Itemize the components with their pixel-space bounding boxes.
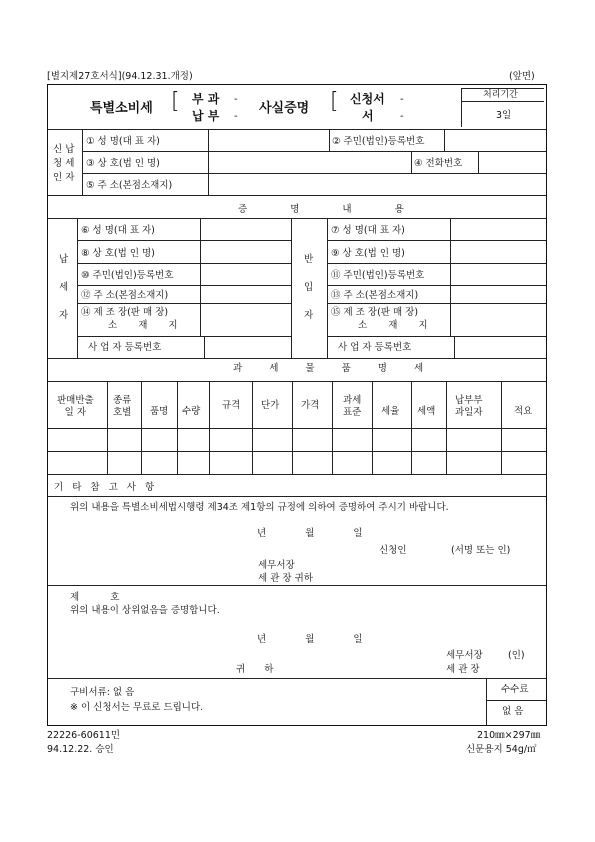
content-header: 증 명 내 용 xyxy=(238,204,424,215)
divider xyxy=(82,173,546,174)
col-header-payment-date-text: 납부부 과일자 xyxy=(455,395,483,419)
divider xyxy=(48,381,546,382)
divider xyxy=(48,129,546,130)
form-code: 22226-60611민 xyxy=(47,730,121,741)
approval-date: 94.12.22. 승인 xyxy=(47,744,114,755)
form-reference: [별지제27호서식](94.12.31.개정) xyxy=(47,71,193,82)
col-header-kind xyxy=(113,395,131,420)
divider xyxy=(48,451,546,452)
col-header-payment-date xyxy=(455,395,483,420)
buyer-firm-label: ⑨ 상 호(법 인 명) xyxy=(331,248,405,259)
payer-side-label-2: 세 xyxy=(59,282,69,293)
fee-value: 없 음 xyxy=(502,706,524,717)
buyer-side-label-3: 자 xyxy=(304,310,314,321)
customs-head-to: 세 관 장 귀하 xyxy=(258,573,313,584)
option-pay: 납 부 xyxy=(192,109,220,123)
signature-note: (서명 또는 인) xyxy=(451,545,511,556)
divider xyxy=(450,218,451,336)
doc-form: 서 xyxy=(362,109,374,123)
payer-plant-label: ⑭ 제 조 장(판 매 장) xyxy=(81,307,169,318)
divider xyxy=(327,285,546,286)
divider xyxy=(327,263,546,264)
buyer-plant-location-label: 소 재 지 xyxy=(358,320,437,331)
col-header-tax-amount: 세액 xyxy=(417,406,436,417)
col-header-date xyxy=(57,395,94,420)
col-header-tax-rate: 세율 xyxy=(381,406,400,417)
col-header-tax-base-text: 과세 표준 xyxy=(343,395,362,419)
col-header-spec: 규격 xyxy=(222,400,241,411)
form-title-tax: 특별소비세 xyxy=(90,101,153,116)
remarks-label: 기 타 참 고 사 항 xyxy=(54,482,158,493)
applicant-side-label-2: 청 세 xyxy=(53,158,75,169)
divider xyxy=(454,336,455,358)
divider xyxy=(478,151,479,173)
request-date: 년 월 일 xyxy=(257,528,381,539)
processing-period-value: 3일 xyxy=(496,110,512,121)
divider xyxy=(48,195,546,196)
dash: - xyxy=(234,111,238,122)
application-form xyxy=(47,84,547,726)
divider xyxy=(48,428,546,429)
doc-application: 신청서 xyxy=(350,92,385,106)
buyer-side-label-2: 입 xyxy=(304,282,314,293)
divider xyxy=(77,218,78,358)
bracket-left-1: [ xyxy=(171,89,180,114)
certify-date: 년 월 일 xyxy=(257,634,381,645)
bracket-left-2: [ xyxy=(330,89,339,114)
request-text: 위의 내용을 특별소비세법시행령 제34조 제1항의 규정에 의하여 증명하여 주시기 바랍니다. xyxy=(70,502,449,513)
fee-label: 수수료 xyxy=(501,684,529,695)
applicant-reg-label: ② 주민(법인)등록번호 xyxy=(332,136,425,147)
divider xyxy=(48,496,546,497)
divider xyxy=(329,129,330,151)
seal-mark: (인) xyxy=(508,650,525,661)
col-header-remark: 적요 xyxy=(514,406,533,417)
required-documents: 구비서류: 없 음 xyxy=(70,687,135,698)
option-assess: 부 과 xyxy=(192,92,220,106)
divider xyxy=(327,336,546,337)
divider xyxy=(327,240,546,241)
free-note: ※ 이 신청서는 무료로 드립니다. xyxy=(70,702,204,713)
divider xyxy=(444,129,445,151)
page-side: (앞면) xyxy=(509,71,535,82)
divider xyxy=(204,336,205,358)
divider xyxy=(77,263,291,264)
divider xyxy=(77,303,291,304)
goods-header: 과 세 물 품 명 세 xyxy=(233,363,436,374)
dash: - xyxy=(234,94,238,105)
divider xyxy=(200,218,201,336)
paper-type: 신문용지 54g/㎡ xyxy=(466,744,537,755)
divider xyxy=(82,129,83,195)
buyer-biz-reg-label: 사 업 자 등록번호 xyxy=(338,342,412,353)
form-title-cert: 사실증명 xyxy=(259,101,310,116)
divider xyxy=(48,678,546,679)
divider xyxy=(461,101,544,102)
applicant-phone-label: ④ 전화번호 xyxy=(414,158,463,169)
payer-reg-label: ⑩ 주민(법인)등록번호 xyxy=(81,270,174,281)
dash: - xyxy=(400,94,404,105)
buyer-reg-label: ⑪ 주민(법인)등록번호 xyxy=(331,270,425,281)
divider xyxy=(48,358,546,359)
divider xyxy=(486,700,546,701)
divider xyxy=(291,218,292,358)
divider xyxy=(411,151,412,173)
buyer-side-label-1: 반 xyxy=(304,254,314,265)
applicant-side-label-3: 인 자 xyxy=(53,172,75,183)
col-header-kind-text: 종류 호별 xyxy=(113,395,132,419)
buyer-address-label: ⑬ 주 소(본점소재지) xyxy=(331,290,419,301)
divider xyxy=(461,88,544,89)
certify-tax-office: 세무서장 xyxy=(446,650,483,661)
divider xyxy=(82,151,546,152)
applicant-firm-label: ③ 상 호(법 인 명) xyxy=(86,158,160,169)
applicant-label: 신청인 xyxy=(379,545,407,556)
processing-period-label: 처리기간 xyxy=(483,90,518,100)
applicant-side-label-1: 신 납 xyxy=(53,144,75,155)
divider xyxy=(48,474,546,475)
buyer-name-label: ⑦ 성 명(대 표 자) xyxy=(331,225,405,236)
divider xyxy=(77,240,291,241)
certify-text: 위의 내용이 상위없음을 증명합니다. xyxy=(70,605,220,616)
applicant-address-label: ⑤ 주 소(본점소재지) xyxy=(86,180,173,191)
col-header-price: 가격 xyxy=(301,400,320,411)
tax-office-head: 세무서장 xyxy=(258,560,295,571)
payer-side-label-1: 납 xyxy=(59,254,69,265)
payer-firm-label: ⑧ 상 호(법 인 명) xyxy=(81,248,155,259)
divider xyxy=(327,303,546,304)
divider xyxy=(208,129,209,195)
certificate-number: 제 호 xyxy=(70,592,134,603)
applicant-name-label: ① 성 명(대 표 자) xyxy=(86,136,160,147)
col-header-date-text: 판매반출 일 자 xyxy=(57,395,94,419)
divider xyxy=(461,88,462,127)
payer-address-label: ⑫ 주 소(본점소재지) xyxy=(81,290,169,301)
col-header-item: 품명 xyxy=(150,406,169,417)
divider xyxy=(77,285,291,286)
divider xyxy=(48,218,546,219)
paper-size: 210㎜×297㎜ xyxy=(477,730,541,741)
dash: - xyxy=(400,111,404,122)
certify-recipient: 귀 하 xyxy=(236,664,282,675)
certify-customs: 세 관 장 xyxy=(446,664,480,675)
divider xyxy=(486,678,487,725)
divider xyxy=(77,336,291,337)
buyer-plant-label: ⑮ 제 조 장(판 매 장) xyxy=(331,307,419,318)
divider xyxy=(327,218,328,358)
col-header-tax-base xyxy=(343,395,361,420)
payer-side-label-3: 자 xyxy=(59,310,69,321)
payer-plant-location-label: 소 재 지 xyxy=(108,320,187,331)
divider xyxy=(48,585,546,586)
payer-biz-reg-label: 사 업 자 등록번호 xyxy=(88,342,162,353)
col-header-unit-price: 단가 xyxy=(261,400,280,411)
col-header-qty: 수량 xyxy=(182,406,201,417)
payer-name-label: ⑥ 성 명(대 표 자) xyxy=(81,225,155,236)
